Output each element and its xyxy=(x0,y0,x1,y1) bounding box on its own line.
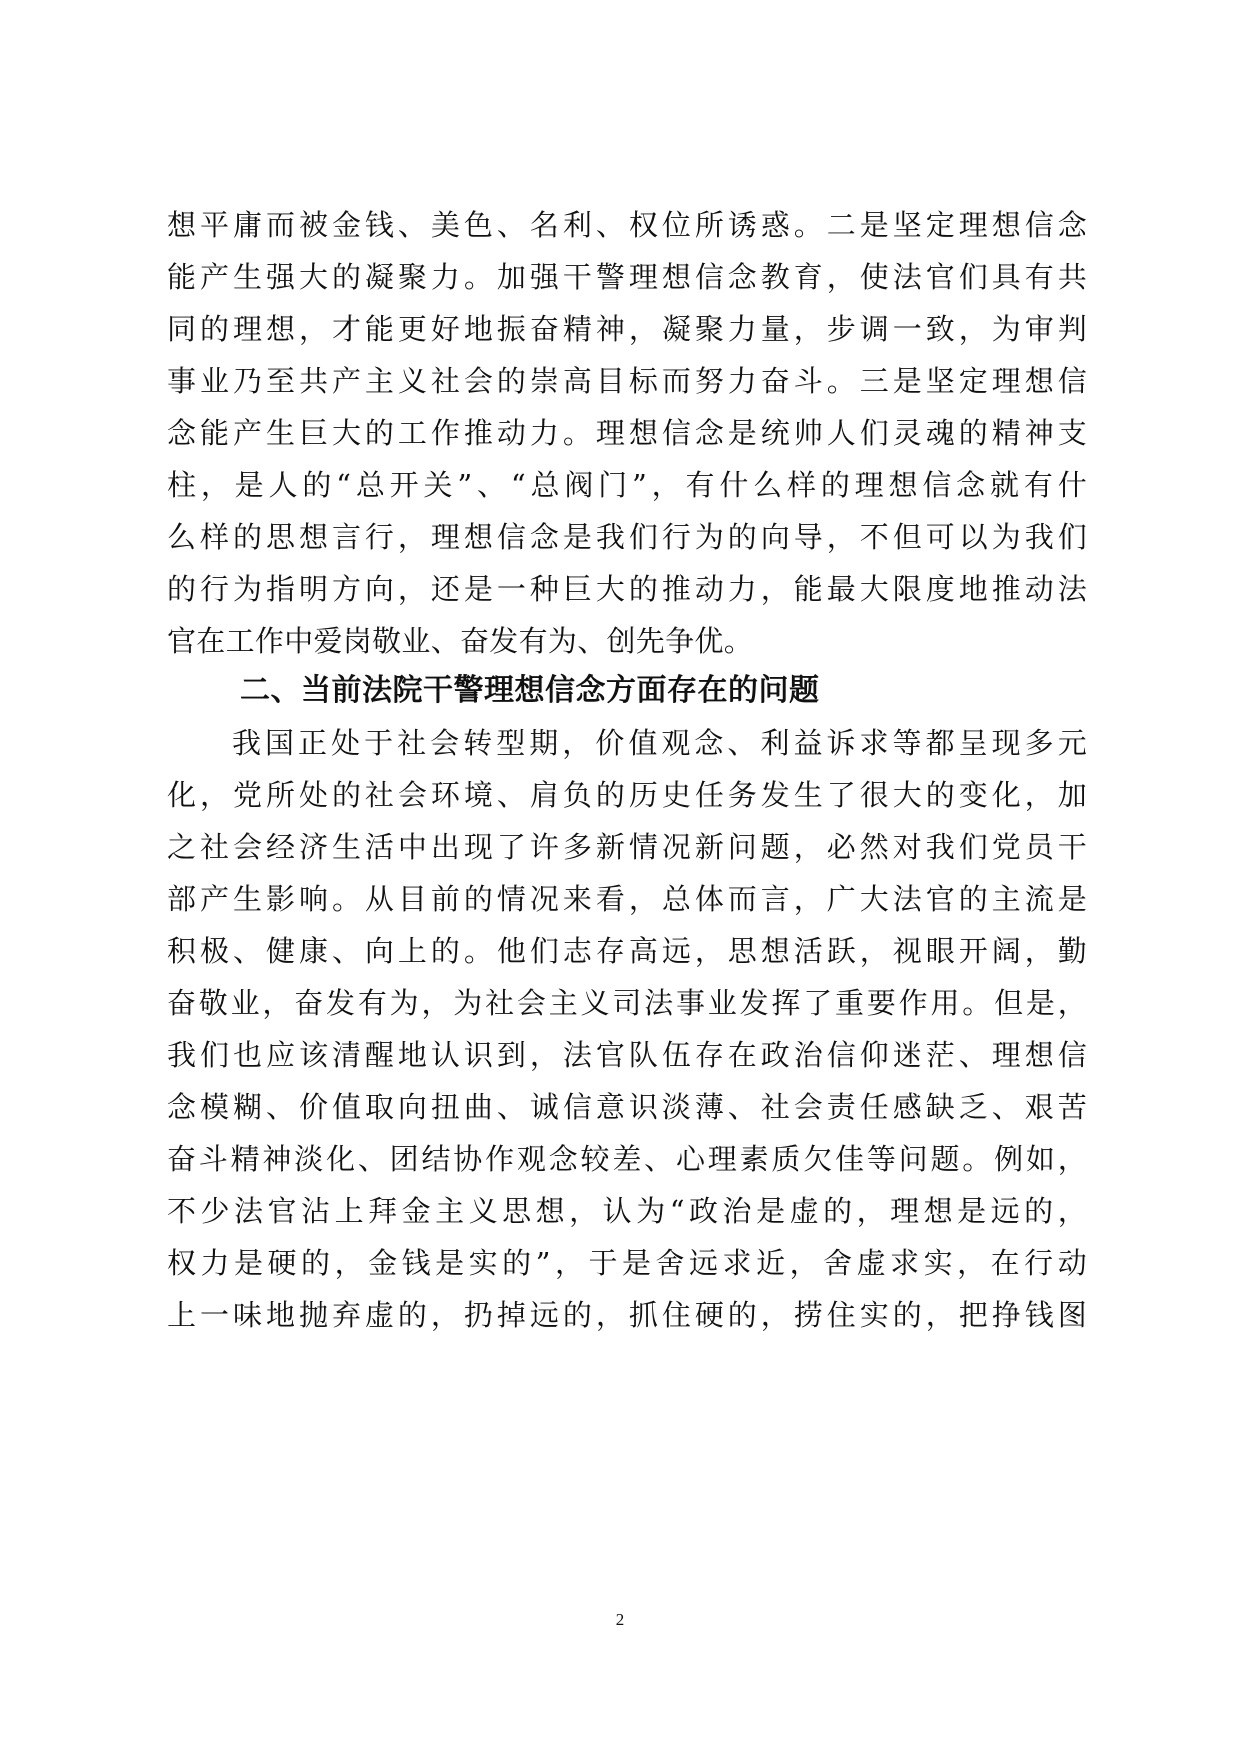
paragraph-line: 能产生强大的凝聚力。加强干警理想信念教育，使法官们具有共 xyxy=(167,260,1087,294)
paragraph-line: 部产生影响。从目前的情况来看，总体而言，广大法官的主流是 xyxy=(167,882,1087,916)
paragraph-line: 不少法官沾上拜金主义思想，认为“政治是虚的，理想是远的， xyxy=(167,1194,1087,1228)
paragraph-line: 化，党所处的社会环境、肩负的历史任务发生了很大的变化，加 xyxy=(167,778,1087,812)
paragraph-line: 同的理想，才能更好地振奋精神，凝聚力量，步调一致，为审判 xyxy=(167,312,1087,346)
paragraph-line: 之社会经济生活中出现了许多新情况新问题，必然对我们党员干 xyxy=(167,830,1087,864)
section-heading: 二、当前法院干警理想信念方面存在的问题 xyxy=(240,673,820,708)
paragraph-line: 我国正处于社会转型期，价值观念、利益诉求等都呈现多元 xyxy=(232,726,1087,760)
paragraph-line: 权力是硬的，金钱是实的”，于是舍远求近，舍虚求实，在行动 xyxy=(167,1246,1087,1280)
paragraph-line: 想平庸而被金钱、美色、名利、权位所诱惑。二是坚定理想信念 xyxy=(167,208,1087,242)
paragraph-line: 的行为指明方向，还是一种巨大的推动力，能最大限度地推动法 xyxy=(167,572,1087,606)
paragraph-line: 奋敬业，奋发有为，为社会主义司法事业发挥了重要作用。但是， xyxy=(167,986,1087,1020)
paragraph-line: 积极、健康、向上的。他们志存高远，思想活跃，视眼开阔，勤 xyxy=(167,934,1087,968)
paragraph-line: 念能产生巨大的工作推动力。理想信念是统帅人们灵魂的精神支 xyxy=(167,416,1087,450)
paragraph-line: 我们也应该清醒地认识到，法官队伍存在政治信仰迷茫、理想信 xyxy=(167,1038,1087,1072)
paragraph-line: 么样的思想言行，理想信念是我们行为的向导，不但可以为我们 xyxy=(167,520,1087,554)
paragraph-line: 奋斗精神淡化、团结协作观念较差、心理素质欠佳等问题。例如， xyxy=(167,1142,1087,1176)
paragraph-line: 事业乃至共产主义社会的崇高目标而努力奋斗。三是坚定理想信 xyxy=(167,364,1087,398)
page-number: 2 xyxy=(615,1610,625,1629)
paragraph-line: 上一味地抛弃虚的，扔掉远的，抓住硬的，捞住实的，把挣钱图 xyxy=(167,1298,1087,1332)
paragraph-line: 柱，是人的“总开关”、“总阀门”，有什么样的理想信念就有什 xyxy=(167,468,1087,502)
paragraph-line: 官在工作中爱岗敬业、奋发有为、创先争优。 xyxy=(167,624,754,658)
paragraph-line: 念模糊、价值取向扭曲、诚信意识淡薄、社会责任感缺乏、艰苦 xyxy=(167,1090,1087,1124)
